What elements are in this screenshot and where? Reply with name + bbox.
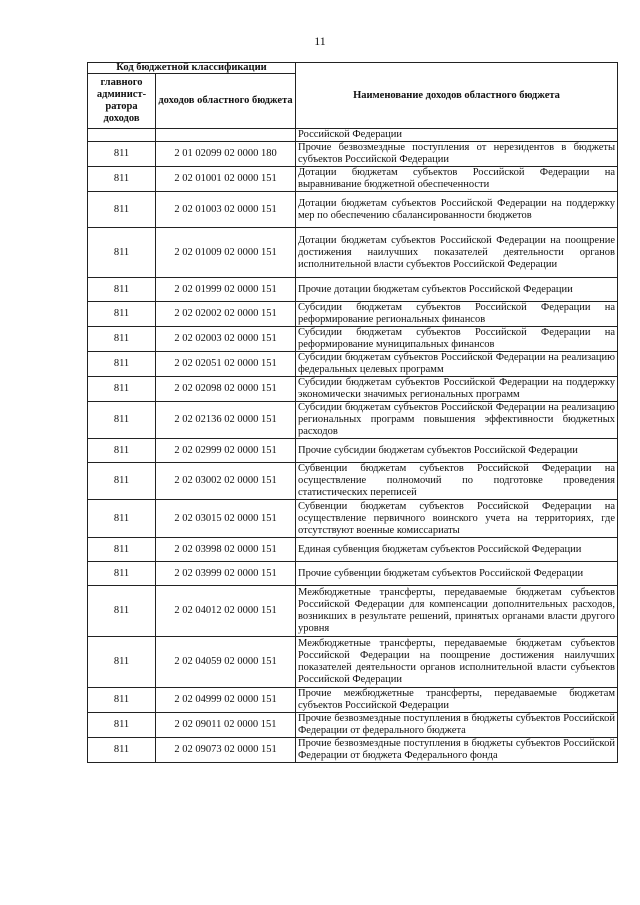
cell-code: 2 02 03002 02 0000 151 — [156, 463, 296, 500]
budget-classification-table — [87, 62, 618, 763]
cell-name: Дотации бюджетам субъектов Российской Федерации на поддержку мер по обеспечению сбалансированности бюджетов — [296, 192, 618, 228]
cell-admin: 811 — [88, 500, 156, 538]
cell-code: 2 02 02051 02 0000 151 — [156, 352, 296, 377]
cell-admin: 811 — [88, 439, 156, 463]
table-row — [88, 228, 618, 278]
cell-code — [156, 129, 296, 142]
cell-code: 2 02 01001 02 0000 151 — [156, 167, 296, 192]
cell-code: 2 02 03999 02 0000 151 — [156, 562, 296, 586]
table-row — [88, 142, 618, 167]
cell-admin — [88, 129, 156, 142]
cell-admin: 811 — [88, 586, 156, 637]
table-row — [88, 738, 618, 763]
table-row — [88, 637, 618, 688]
cell-name: Субсидии бюджетам субъектов Российской Федерации на поддержку экономически значимых региональных программ — [296, 377, 618, 402]
table-row — [88, 327, 618, 352]
cell-code: 2 01 02099 02 0000 180 — [156, 142, 296, 167]
cell-admin: 811 — [88, 167, 156, 192]
cell-name: Субвенции бюджетам субъектов Российской Федерации на осуществление полномочий по подготовке проведения статистических переписей — [296, 463, 618, 500]
cell-name: Прочие субсидии бюджетам субъектов Российской Федерации — [296, 439, 618, 463]
cell-name: Прочие безвозмездные поступления в бюджеты субъектов Российской Федерации от федерального бюджета — [296, 713, 618, 738]
cell-name: Единая субвенция бюджетам субъектов Российской Федерации — [296, 538, 618, 562]
header-group-title: Код бюджетной классификации — [88, 63, 296, 74]
cell-admin: 811 — [88, 142, 156, 167]
cell-admin: 811 — [88, 278, 156, 302]
table-row — [88, 129, 618, 142]
cell-name: Российской Федерации — [296, 129, 618, 142]
cell-name: Межбюджетные трансферты, передаваемые бюджетам субъектов Российской Федерации для компенсации дополнительных расходов, возникших в результате решений, принятых органами власти другого уровня — [296, 586, 618, 637]
cell-admin: 811 — [88, 192, 156, 228]
cell-admin: 811 — [88, 228, 156, 278]
table-row — [88, 562, 618, 586]
cell-name: Субсидии бюджетам субъектов Российской Федерации на реформирование региональных финансов — [296, 302, 618, 327]
cell-name: Субсидии бюджетам субъектов Российской Федерации на реформирование муниципальных финансов — [296, 327, 618, 352]
cell-admin: 811 — [88, 327, 156, 352]
table-row — [88, 439, 618, 463]
cell-admin: 811 — [88, 463, 156, 500]
table-row — [88, 167, 618, 192]
cell-admin: 811 — [88, 713, 156, 738]
table-row — [88, 713, 618, 738]
cell-admin: 811 — [88, 538, 156, 562]
table-row — [88, 463, 618, 500]
cell-name: Прочие безвозмездные поступления в бюджеты субъектов Российской Федерации от бюджета Федерального фонда — [296, 738, 618, 763]
cell-code: 2 02 02003 02 0000 151 — [156, 327, 296, 352]
cell-admin: 811 — [88, 377, 156, 402]
cell-code: 2 02 01003 02 0000 151 — [156, 192, 296, 228]
cell-name: Субвенции бюджетам субъектов Российской Федерации на осуществление первичного воинского учета на территориях, где отсутствуют военные комиссариаты — [296, 500, 618, 538]
cell-name: Дотации бюджетам субъектов Российской Федерации на выравнивание бюджетной обеспеченности — [296, 167, 618, 192]
cell-code: 2 02 04059 02 0000 151 — [156, 637, 296, 688]
cell-admin: 811 — [88, 302, 156, 327]
cell-code: 2 02 03998 02 0000 151 — [156, 538, 296, 562]
cell-code: 2 02 02999 02 0000 151 — [156, 439, 296, 463]
table-row — [88, 538, 618, 562]
cell-admin: 811 — [88, 562, 156, 586]
cell-code: 2 02 03015 02 0000 151 — [156, 500, 296, 538]
table-row — [88, 352, 618, 377]
cell-admin: 811 — [88, 352, 156, 377]
table-header — [88, 63, 618, 129]
cell-name: Прочие безвозмездные поступления от нерезидентов в бюджеты субъектов Российской Федерации — [296, 142, 618, 167]
cell-code: 2 02 01999 02 0000 151 — [156, 278, 296, 302]
page-number: 11 — [314, 34, 326, 48]
cell-admin: 811 — [88, 637, 156, 688]
cell-admin: 811 — [88, 688, 156, 713]
cell-name: Субсидии бюджетам субъектов Российской Федерации на реализацию федеральных целевых программ — [296, 352, 618, 377]
cell-name: Дотации бюджетам субъектов Российской Федерации на поощрение достижения наилучших показателей деятельности органов исполнительной власти субъектов Российской Федерации — [296, 228, 618, 278]
cell-name: Прочие дотации бюджетам субъектов Российской Федерации — [296, 278, 618, 302]
table-row — [88, 377, 618, 402]
cell-code: 2 02 04999 02 0000 151 — [156, 688, 296, 713]
cell-name: Прочие субвенции бюджетам субъектов Российской Федерации — [296, 562, 618, 586]
cell-code: 2 02 02098 02 0000 151 — [156, 377, 296, 402]
cell-code: 2 02 04012 02 0000 151 — [156, 586, 296, 637]
cell-name: Субсидии бюджетам субъектов Российской Федерации на реализацию региональных программ повышения эффективности бюджетных расходов — [296, 402, 618, 439]
cell-admin: 811 — [88, 402, 156, 439]
header-col-admin: главного админист-ратора доходов — [88, 74, 156, 129]
table-row — [88, 278, 618, 302]
cell-code: 2 02 09073 02 0000 151 — [156, 738, 296, 763]
table-row — [88, 586, 618, 637]
cell-code: 2 02 02136 02 0000 151 — [156, 402, 296, 439]
table-row — [88, 500, 618, 538]
cell-code: 2 02 09011 02 0000 151 — [156, 713, 296, 738]
table-row — [88, 302, 618, 327]
table-row — [88, 192, 618, 228]
header-col-name: Наименование доходов областного бюджета — [296, 63, 618, 129]
cell-code: 2 02 02002 02 0000 151 — [156, 302, 296, 327]
header-col-code: доходов областного бюджета — [156, 74, 296, 129]
cell-code: 2 02 01009 02 0000 151 — [156, 228, 296, 278]
table-row — [88, 688, 618, 713]
cell-name: Межбюджетные трансферты, передаваемые бюджетам субъектов Российской Федерации на поощрение достижения наилучших показателей деятельности органов исполнительной власти субъектов Российской Федерации — [296, 637, 618, 688]
cell-name: Прочие межбюджетные трансферты, передаваемые бюджетам субъектов Российской Федерации — [296, 688, 618, 713]
cell-admin: 811 — [88, 738, 156, 763]
table-row — [88, 402, 618, 439]
